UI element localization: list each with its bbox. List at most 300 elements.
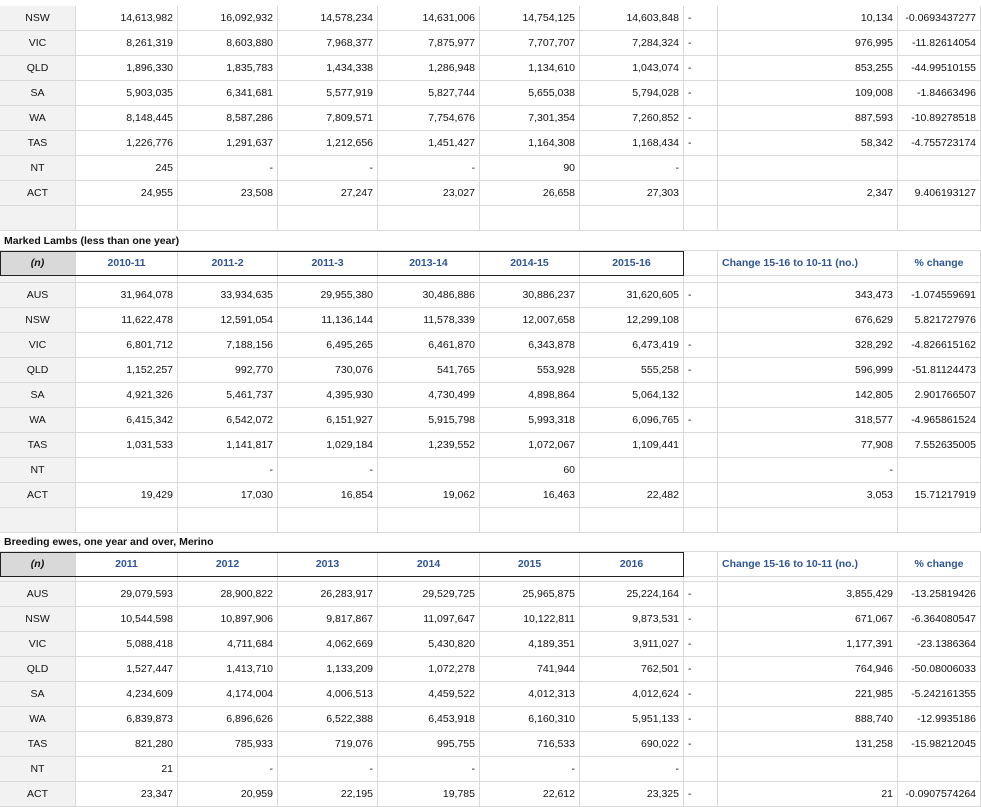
value-cell[interactable]: 6,415,342	[76, 408, 178, 433]
empty-cell[interactable]	[178, 276, 278, 283]
dash-cell[interactable]: -	[684, 782, 718, 807]
value-cell[interactable]: 1,212,656	[278, 131, 378, 156]
dash-cell[interactable]	[684, 433, 718, 458]
value-cell[interactable]: 11,622,478	[76, 308, 178, 333]
value-cell[interactable]: 5,915,798	[378, 408, 480, 433]
value-cell[interactable]: 30,486,886	[378, 283, 480, 308]
value-cell[interactable]: 8,148,445	[76, 106, 178, 131]
value-cell[interactable]: 5,064,132	[580, 383, 684, 408]
pct-change-cell[interactable]	[898, 757, 981, 782]
value-cell[interactable]: 6,495,265	[278, 333, 378, 358]
value-cell[interactable]: -	[178, 458, 278, 483]
header-pct-change[interactable]: % change	[898, 552, 981, 577]
region-cell[interactable]: AUS	[0, 283, 76, 308]
value-cell[interactable]: 33,934,635	[178, 283, 278, 308]
region-cell[interactable]: TAS	[0, 433, 76, 458]
value-cell[interactable]: 1,164,308	[480, 131, 580, 156]
value-cell[interactable]: 8,603,880	[178, 31, 278, 56]
dash-cell[interactable]: -	[684, 283, 718, 308]
value-cell[interactable]: 6,453,918	[378, 707, 480, 732]
empty-cell[interactable]	[480, 508, 580, 533]
value-cell[interactable]: 23,325	[580, 782, 684, 807]
value-cell[interactable]: 17,030	[178, 483, 278, 508]
value-cell[interactable]: 821,280	[76, 732, 178, 757]
empty-cell[interactable]	[718, 206, 898, 231]
dash-cell[interactable]	[684, 383, 718, 408]
value-cell[interactable]: 31,620,605	[580, 283, 684, 308]
dash-cell[interactable]	[684, 156, 718, 181]
dash-cell[interactable]: -	[684, 607, 718, 632]
change-cell[interactable]: 888,740	[718, 707, 898, 732]
empty-cell[interactable]	[580, 276, 684, 283]
dash-cell[interactable]	[684, 181, 718, 206]
change-cell[interactable]: -	[718, 458, 898, 483]
value-cell[interactable]: 6,160,310	[480, 707, 580, 732]
value-cell[interactable]: 1,029,184	[278, 433, 378, 458]
value-cell[interactable]: 1,168,434	[580, 131, 684, 156]
pct-change-cell[interactable]: 7.552635005	[898, 433, 981, 458]
change-cell[interactable]: 3,053	[718, 483, 898, 508]
value-cell[interactable]: 1,133,209	[278, 657, 378, 682]
region-cell[interactable]: ACT	[0, 181, 76, 206]
value-cell[interactable]: 6,473,419	[580, 333, 684, 358]
value-cell[interactable]: 10,544,598	[76, 607, 178, 632]
change-cell[interactable]: 671,067	[718, 607, 898, 632]
pct-change-cell[interactable]: -6.364080547	[898, 607, 981, 632]
empty-cell[interactable]	[718, 276, 898, 283]
value-cell[interactable]: -	[378, 757, 480, 782]
change-cell[interactable]: 328,292	[718, 333, 898, 358]
value-cell[interactable]: 1,451,427	[378, 131, 480, 156]
pct-change-cell[interactable]: -51.81124473	[898, 358, 981, 383]
value-cell[interactable]	[378, 458, 480, 483]
header-year[interactable]: 2014-15	[480, 251, 580, 276]
value-cell[interactable]: 4,189,351	[480, 632, 580, 657]
value-cell[interactable]: 27,303	[580, 181, 684, 206]
value-cell[interactable]: 4,174,004	[178, 682, 278, 707]
value-cell[interactable]: 60	[480, 458, 580, 483]
dash-cell[interactable]: -	[684, 81, 718, 106]
value-cell[interactable]: 245	[76, 156, 178, 181]
change-cell[interactable]: 77,908	[718, 433, 898, 458]
value-cell[interactable]: 12,591,054	[178, 308, 278, 333]
value-cell[interactable]: 26,658	[480, 181, 580, 206]
header-year[interactable]: 2016	[580, 552, 684, 577]
region-cell[interactable]: QLD	[0, 657, 76, 682]
value-cell[interactable]: 1,109,441	[580, 433, 684, 458]
empty-cell[interactable]	[178, 206, 278, 231]
change-cell[interactable]: 109,008	[718, 81, 898, 106]
value-cell[interactable]: 1,031,533	[76, 433, 178, 458]
pct-change-cell[interactable]: 2.901766507	[898, 383, 981, 408]
dash-cell[interactable]: -	[684, 408, 718, 433]
pct-change-cell[interactable]: -4.755723174	[898, 131, 981, 156]
value-cell[interactable]: 14,613,982	[76, 6, 178, 31]
value-cell[interactable]: 14,603,848	[580, 6, 684, 31]
region-cell[interactable]: NSW	[0, 607, 76, 632]
value-cell[interactable]: 553,928	[480, 358, 580, 383]
value-cell[interactable]: 9,873,531	[580, 607, 684, 632]
value-cell[interactable]: 741,944	[480, 657, 580, 682]
region-cell[interactable]: WA	[0, 408, 76, 433]
value-cell[interactable]: 4,921,326	[76, 383, 178, 408]
value-cell[interactable]: 730,076	[278, 358, 378, 383]
value-cell[interactable]: 6,461,870	[378, 333, 480, 358]
change-cell[interactable]: 976,995	[718, 31, 898, 56]
pct-change-cell[interactable]: -5.242161355	[898, 682, 981, 707]
region-cell[interactable]: TAS	[0, 732, 76, 757]
value-cell[interactable]: 690,022	[580, 732, 684, 757]
empty-cell[interactable]	[898, 206, 981, 231]
change-cell[interactable]: 764,946	[718, 657, 898, 682]
value-cell[interactable]: 27,247	[278, 181, 378, 206]
header-year[interactable]: 2015-16	[580, 251, 684, 276]
empty-cell[interactable]	[76, 206, 178, 231]
header-spacer[interactable]	[684, 552, 718, 577]
value-cell[interactable]: 3,911,027	[580, 632, 684, 657]
value-cell[interactable]	[580, 458, 684, 483]
value-cell[interactable]: 29,079,593	[76, 582, 178, 607]
header-year[interactable]: 2013	[278, 552, 378, 577]
dash-cell[interactable]	[684, 458, 718, 483]
pct-change-cell[interactable]: -12.9935186	[898, 707, 981, 732]
change-cell[interactable]: 10,134	[718, 6, 898, 31]
empty-cell[interactable]	[898, 508, 981, 533]
value-cell[interactable]: 5,903,035	[76, 81, 178, 106]
empty-cell[interactable]	[684, 276, 718, 283]
change-cell[interactable]: 131,258	[718, 732, 898, 757]
header-year[interactable]: 2011-2	[178, 251, 278, 276]
value-cell[interactable]: 16,854	[278, 483, 378, 508]
empty-cell[interactable]	[0, 206, 76, 231]
empty-cell[interactable]	[684, 206, 718, 231]
region-cell[interactable]: WA	[0, 707, 76, 732]
value-cell[interactable]: 4,395,930	[278, 383, 378, 408]
value-cell[interactable]: 6,096,765	[580, 408, 684, 433]
region-cell[interactable]: QLD	[0, 56, 76, 81]
value-cell[interactable]: 6,522,388	[278, 707, 378, 732]
value-cell[interactable]: 5,577,919	[278, 81, 378, 106]
value-cell[interactable]: 1,134,610	[480, 56, 580, 81]
value-cell[interactable]: 1,226,776	[76, 131, 178, 156]
value-cell[interactable]: 1,072,067	[480, 433, 580, 458]
value-cell[interactable]: 555,258	[580, 358, 684, 383]
region-cell[interactable]: SA	[0, 682, 76, 707]
value-cell[interactable]: 762,501	[580, 657, 684, 682]
empty-cell[interactable]	[480, 206, 580, 231]
value-cell[interactable]: 29,529,725	[378, 582, 480, 607]
value-cell[interactable]: 5,794,028	[580, 81, 684, 106]
value-cell[interactable]: 4,730,499	[378, 383, 480, 408]
value-cell[interactable]: 5,430,820	[378, 632, 480, 657]
value-cell[interactable]: 719,076	[278, 732, 378, 757]
value-cell[interactable]: 4,459,522	[378, 682, 480, 707]
value-cell[interactable]: -	[278, 757, 378, 782]
value-cell[interactable]: 6,151,927	[278, 408, 378, 433]
value-cell[interactable]: 24,955	[76, 181, 178, 206]
region-cell[interactable]: VIC	[0, 333, 76, 358]
value-cell[interactable]: 7,968,377	[278, 31, 378, 56]
region-cell[interactable]: VIC	[0, 31, 76, 56]
header-year[interactable]: 2011	[76, 552, 178, 577]
value-cell[interactable]: 7,707,707	[480, 31, 580, 56]
value-cell[interactable]: 1,072,278	[378, 657, 480, 682]
pct-change-cell[interactable]: -15.98212045	[898, 732, 981, 757]
value-cell[interactable]: 4,012,313	[480, 682, 580, 707]
value-cell[interactable]: -	[580, 757, 684, 782]
header-pct-change[interactable]: % change	[898, 251, 981, 276]
value-cell[interactable]: 22,482	[580, 483, 684, 508]
value-cell[interactable]: 8,587,286	[178, 106, 278, 131]
value-cell[interactable]: 28,900,822	[178, 582, 278, 607]
value-cell[interactable]: 12,007,658	[480, 308, 580, 333]
dash-cell[interactable]	[684, 483, 718, 508]
region-cell[interactable]: QLD	[0, 358, 76, 383]
empty-cell[interactable]	[718, 508, 898, 533]
pct-change-cell[interactable]: -1.074559691	[898, 283, 981, 308]
empty-cell[interactable]	[378, 508, 480, 533]
dash-cell[interactable]	[684, 308, 718, 333]
empty-cell[interactable]	[378, 276, 480, 283]
value-cell[interactable]: -	[278, 156, 378, 181]
region-cell[interactable]: SA	[0, 383, 76, 408]
header-change[interactable]: Change 15-16 to 10-11 (no.)	[718, 552, 898, 577]
dash-cell[interactable]: -	[684, 582, 718, 607]
value-cell[interactable]: 1,413,710	[178, 657, 278, 682]
empty-cell[interactable]	[278, 508, 378, 533]
value-cell[interactable]: 25,965,875	[480, 582, 580, 607]
value-cell[interactable]: 5,655,038	[480, 81, 580, 106]
value-cell[interactable]: 541,765	[378, 358, 480, 383]
value-cell[interactable]: 6,343,878	[480, 333, 580, 358]
pct-change-cell[interactable]	[898, 156, 981, 181]
empty-cell[interactable]	[278, 206, 378, 231]
pct-change-cell[interactable]: -13.25819426	[898, 582, 981, 607]
value-cell[interactable]	[76, 458, 178, 483]
value-cell[interactable]: 5,461,737	[178, 383, 278, 408]
value-cell[interactable]: 785,933	[178, 732, 278, 757]
value-cell[interactable]: 10,122,811	[480, 607, 580, 632]
value-cell[interactable]: 10,897,906	[178, 607, 278, 632]
pct-change-cell[interactable]: -23.1386364	[898, 632, 981, 657]
value-cell[interactable]: 9,817,867	[278, 607, 378, 632]
header-spacer[interactable]	[684, 251, 718, 276]
pct-change-cell[interactable]: -0.0907574264	[898, 782, 981, 807]
empty-cell[interactable]	[684, 508, 718, 533]
value-cell[interactable]: 11,136,144	[278, 308, 378, 333]
value-cell[interactable]: -	[278, 458, 378, 483]
empty-cell[interactable]	[76, 508, 178, 533]
value-cell[interactable]: 23,347	[76, 782, 178, 807]
dash-cell[interactable]: -	[684, 682, 718, 707]
value-cell[interactable]: 19,429	[76, 483, 178, 508]
value-cell[interactable]: 1,043,074	[580, 56, 684, 81]
value-cell[interactable]: 6,896,626	[178, 707, 278, 732]
value-cell[interactable]: 14,631,006	[378, 6, 480, 31]
pct-change-cell[interactable]: -11.82614054	[898, 31, 981, 56]
pct-change-cell[interactable]: -10.89278518	[898, 106, 981, 131]
dash-cell[interactable]: -	[684, 333, 718, 358]
region-cell[interactable]: NT	[0, 156, 76, 181]
value-cell[interactable]: 19,062	[378, 483, 480, 508]
empty-cell[interactable]	[580, 206, 684, 231]
change-cell[interactable]: 853,255	[718, 56, 898, 81]
dash-cell[interactable]: -	[684, 657, 718, 682]
region-cell[interactable]: SA	[0, 81, 76, 106]
change-cell[interactable]: 1,177,391	[718, 632, 898, 657]
region-cell[interactable]: WA	[0, 106, 76, 131]
change-cell[interactable]: 58,342	[718, 131, 898, 156]
empty-cell[interactable]	[278, 276, 378, 283]
dash-cell[interactable]: -	[684, 707, 718, 732]
value-cell[interactable]: 995,755	[378, 732, 480, 757]
header-year[interactable]: 2012	[178, 552, 278, 577]
dash-cell[interactable]: -	[684, 56, 718, 81]
value-cell[interactable]: 7,301,354	[480, 106, 580, 131]
header-n[interactable]: (n)	[0, 552, 76, 577]
header-year[interactable]: 2015	[480, 552, 580, 577]
value-cell[interactable]: 4,012,624	[580, 682, 684, 707]
value-cell[interactable]: 31,964,078	[76, 283, 178, 308]
value-cell[interactable]: 7,809,571	[278, 106, 378, 131]
value-cell[interactable]: 7,754,676	[378, 106, 480, 131]
dash-cell[interactable]: -	[684, 732, 718, 757]
region-cell[interactable]: NT	[0, 458, 76, 483]
region-cell[interactable]: TAS	[0, 131, 76, 156]
empty-cell[interactable]	[0, 508, 76, 533]
pct-change-cell[interactable]: 5.821727976	[898, 308, 981, 333]
dash-cell[interactable]: -	[684, 358, 718, 383]
change-cell[interactable]: 676,629	[718, 308, 898, 333]
header-year[interactable]: 2011-3	[278, 251, 378, 276]
header-change[interactable]: Change 15-16 to 10-11 (no.)	[718, 251, 898, 276]
value-cell[interactable]: -	[580, 156, 684, 181]
value-cell[interactable]: 16,463	[480, 483, 580, 508]
dash-cell[interactable]: -	[684, 106, 718, 131]
region-cell[interactable]: VIC	[0, 632, 76, 657]
value-cell[interactable]: 22,195	[278, 782, 378, 807]
change-cell[interactable]: 2,347	[718, 181, 898, 206]
header-year[interactable]: 2010-11	[76, 251, 178, 276]
region-cell[interactable]: NSW	[0, 308, 76, 333]
pct-change-cell[interactable]: 15.71217919	[898, 483, 981, 508]
region-cell[interactable]: NT	[0, 757, 76, 782]
value-cell[interactable]: 4,711,684	[178, 632, 278, 657]
dash-cell[interactable]	[684, 757, 718, 782]
pct-change-cell[interactable]	[898, 458, 981, 483]
value-cell[interactable]: 11,097,647	[378, 607, 480, 632]
header-year[interactable]: 2014	[378, 552, 480, 577]
region-cell[interactable]: AUS	[0, 582, 76, 607]
value-cell[interactable]: 5,827,744	[378, 81, 480, 106]
change-cell[interactable]: 142,805	[718, 383, 898, 408]
value-cell[interactable]: 5,993,318	[480, 408, 580, 433]
pct-change-cell[interactable]: -4.826615162	[898, 333, 981, 358]
value-cell[interactable]: 23,027	[378, 181, 480, 206]
value-cell[interactable]: 1,286,948	[378, 56, 480, 81]
pct-change-cell[interactable]: -50.08006033	[898, 657, 981, 682]
change-cell[interactable]: 887,593	[718, 106, 898, 131]
value-cell[interactable]: 5,088,418	[76, 632, 178, 657]
value-cell[interactable]: 90	[480, 156, 580, 181]
value-cell[interactable]: 23,508	[178, 181, 278, 206]
header-n[interactable]: (n)	[0, 251, 76, 276]
change-cell[interactable]: 318,577	[718, 408, 898, 433]
region-cell[interactable]: ACT	[0, 483, 76, 508]
value-cell[interactable]: 25,224,164	[580, 582, 684, 607]
value-cell[interactable]: 1,527,447	[76, 657, 178, 682]
empty-cell[interactable]	[480, 276, 580, 283]
value-cell[interactable]: 6,542,072	[178, 408, 278, 433]
value-cell[interactable]: 1,152,257	[76, 358, 178, 383]
value-cell[interactable]: 12,299,108	[580, 308, 684, 333]
value-cell[interactable]: 6,839,873	[76, 707, 178, 732]
change-cell[interactable]: 343,473	[718, 283, 898, 308]
value-cell[interactable]: -	[480, 757, 580, 782]
value-cell[interactable]: 1,239,552	[378, 433, 480, 458]
change-cell[interactable]: 596,999	[718, 358, 898, 383]
value-cell[interactable]: -	[178, 156, 278, 181]
change-cell[interactable]: 221,985	[718, 682, 898, 707]
dash-cell[interactable]: -	[684, 632, 718, 657]
header-year[interactable]: 2013-14	[378, 251, 480, 276]
value-cell[interactable]: 8,261,319	[76, 31, 178, 56]
change-cell[interactable]: 21	[718, 782, 898, 807]
region-cell[interactable]: ACT	[0, 782, 76, 807]
change-cell[interactable]	[718, 156, 898, 181]
value-cell[interactable]: 14,578,234	[278, 6, 378, 31]
value-cell[interactable]: 4,006,513	[278, 682, 378, 707]
value-cell[interactable]: 4,234,609	[76, 682, 178, 707]
value-cell[interactable]: 716,533	[480, 732, 580, 757]
value-cell[interactable]: 992,770	[178, 358, 278, 383]
value-cell[interactable]: -	[178, 757, 278, 782]
pct-change-cell[interactable]: -1.84663496	[898, 81, 981, 106]
change-cell[interactable]	[718, 757, 898, 782]
value-cell[interactable]: 1,835,783	[178, 56, 278, 81]
value-cell[interactable]: 4,062,669	[278, 632, 378, 657]
dash-cell[interactable]: -	[684, 31, 718, 56]
value-cell[interactable]: -	[378, 156, 480, 181]
value-cell[interactable]: 20,959	[178, 782, 278, 807]
dash-cell[interactable]: -	[684, 131, 718, 156]
value-cell[interactable]: 14,754,125	[480, 6, 580, 31]
empty-cell[interactable]	[898, 276, 981, 283]
value-cell[interactable]: 1,291,637	[178, 131, 278, 156]
value-cell[interactable]: 16,092,932	[178, 6, 278, 31]
empty-cell[interactable]	[378, 206, 480, 231]
value-cell[interactable]: 1,141,817	[178, 433, 278, 458]
empty-cell[interactable]	[76, 276, 178, 283]
value-cell[interactable]: 7,188,156	[178, 333, 278, 358]
empty-cell[interactable]	[0, 276, 76, 283]
value-cell[interactable]: 6,341,681	[178, 81, 278, 106]
value-cell[interactable]: 30,886,237	[480, 283, 580, 308]
empty-cell[interactable]	[580, 508, 684, 533]
empty-cell[interactable]	[178, 508, 278, 533]
value-cell[interactable]: 7,875,977	[378, 31, 480, 56]
value-cell[interactable]: 19,785	[378, 782, 480, 807]
value-cell[interactable]: 7,260,852	[580, 106, 684, 131]
region-cell[interactable]: NSW	[0, 6, 76, 31]
pct-change-cell[interactable]: -4.965861524	[898, 408, 981, 433]
value-cell[interactable]: 1,434,338	[278, 56, 378, 81]
change-cell[interactable]: 3,855,429	[718, 582, 898, 607]
value-cell[interactable]: 22,612	[480, 782, 580, 807]
value-cell[interactable]: 21	[76, 757, 178, 782]
pct-change-cell[interactable]: -0.0693437277	[898, 6, 981, 31]
value-cell[interactable]: 5,951,133	[580, 707, 684, 732]
